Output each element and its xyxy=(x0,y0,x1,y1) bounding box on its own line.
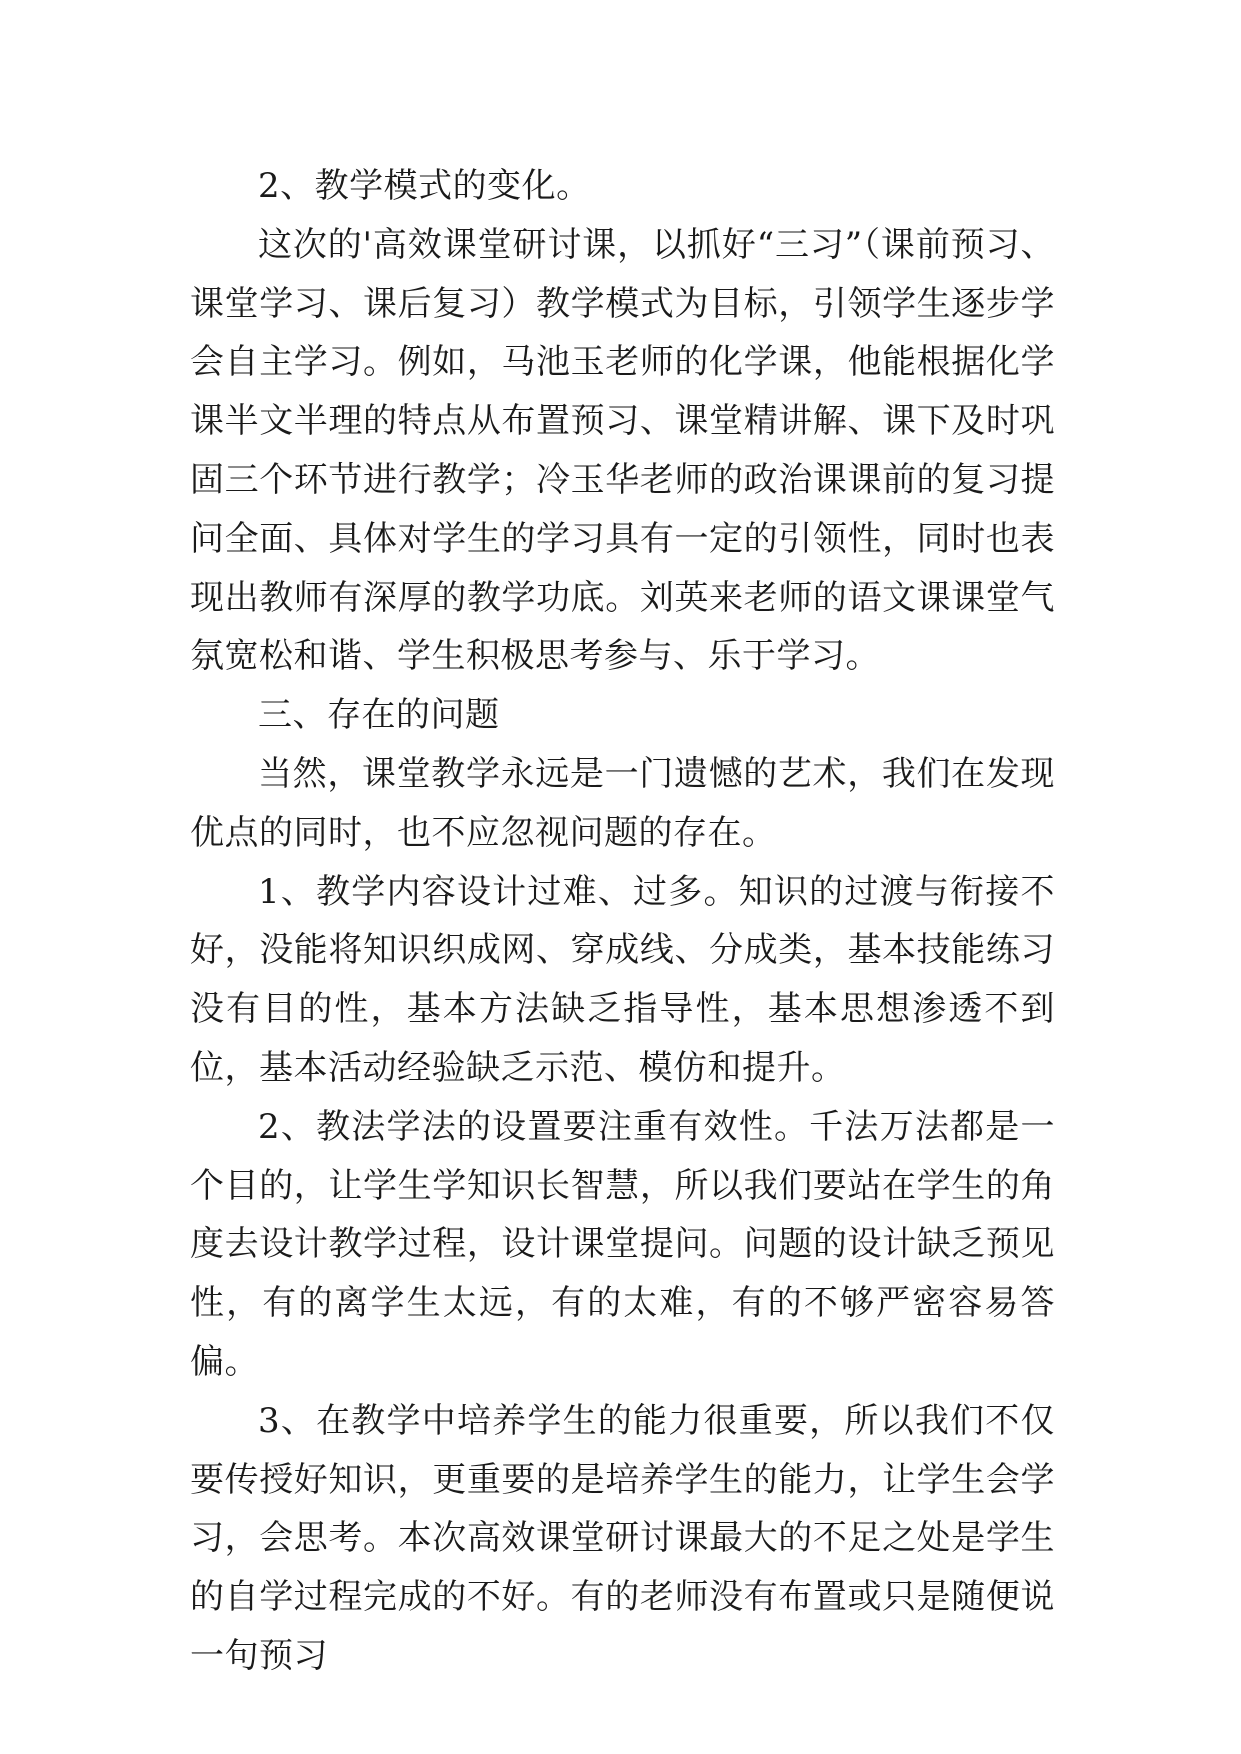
paragraph-problem-1: 1、教学内容设计过难、过多。知识的过渡与衔接不好，没能将知识织成网、穿成线、分成类，基本技能练习没有目的性，基本方法缺乏指导性，基本思想渗透不到位，基本活动经验缺乏示范、模仿和提升。 xyxy=(190,871,1055,1088)
paragraph-teaching-mode-heading: 2、教学模式的变化。 xyxy=(258,166,591,206)
paragraph-problems-heading: 三、存在的问题 xyxy=(258,695,500,736)
paragraph-problems-intro: 当然，课堂教学永远是一门遗憾的艺术，我们在发现优点的同时，也不应忽视问题的存在。 xyxy=(190,753,1055,853)
paragraph-problem-2: 2、教法学法的设置要注重有效性。千法万法都是一个目的，让学生学知识长智慧，所以我们要站在学生的角度去设计教学过程，设计课堂提问。问题的设计缺乏预见性，有的离学生太远，有的太难，有的不够严密容易答偏。 xyxy=(190,1106,1055,1382)
paragraph-problem-3: 3、在教学中培养学生的能力很重要，所以我们不仅要传授好知识，更重要的是培养学生的能力，让学生会学习，会思考。本次高效课堂研讨课最大的不足之处是学生的自学过程完成的不好。有的老师没有布置或只是随便说一句预习 xyxy=(190,1400,1055,1676)
document-body xyxy=(190,157,1055,1686)
paragraph-teaching-mode-body: 这次的'高效课堂研讨课，以抓好“三习”（课前预习、课堂学习、课后复习）教学模式为目标，引领学生逐步学会自主学习。例如，马池玉老师的化学课，他能根据化学课半文半理的特点从布置预习、课堂精讲解、课下及时巩固三个环节进行教学；冷玉华老师的政治课课前的复习提问全面、具体对学生的学习具有一定的引领性，同时也表现出教师有深厚的教学功底。刘英来老师的语文课课堂气氛宽松和谐、学生积极思考参与、乐于学习。 xyxy=(190,224,1055,677)
